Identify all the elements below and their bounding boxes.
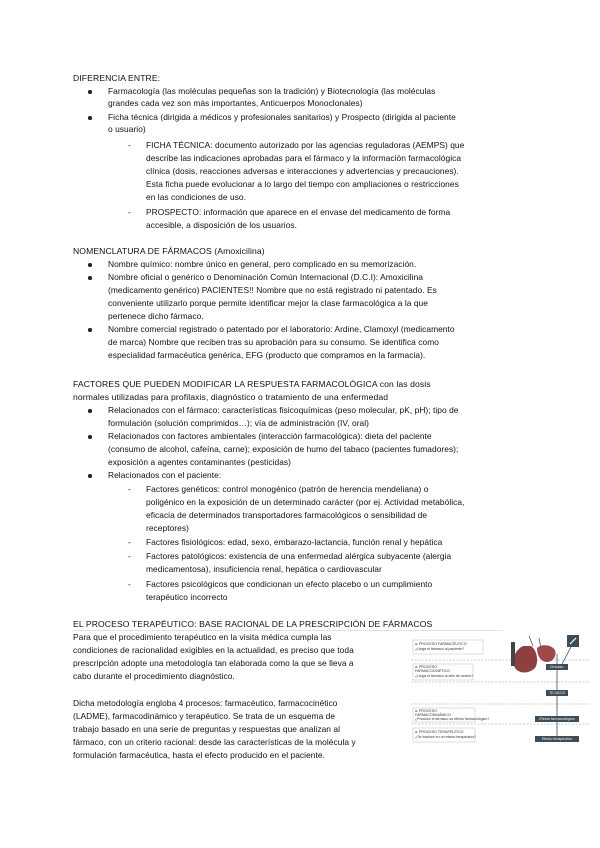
bullet [88, 90, 92, 94]
diagram-label: ¿Llega el fármaco al paciente? [415, 647, 465, 651]
heading-diferencia: DIFERENCIA ENTRE: [73, 73, 161, 83]
bullet-text: conveniente utilizarlo porque permite identificar mejor la clase farmacológica a la que [108, 298, 428, 308]
paragraph-text: condiciones de racionalidad exigibles en la actualidad, es preciso que toda [73, 645, 354, 655]
subitem-text: Factores genéticos: control monogénico (patrón de herencia mendeliana) o [146, 484, 429, 494]
bullet-text: Ficha técnica (dirigida a médicos y profesionales sanitarios) y Prospecto (dirigida al paciente [108, 112, 456, 122]
bullet-text: (consumo de alcohol, cafeína, carne); exposición de humo del tabaco (pacientes fumadores); [108, 444, 459, 454]
subitem-text: Factores patológicos: existencia de una enfermedad alérgica subyacente (alergia [146, 551, 452, 561]
subitem-text: receptores) [146, 523, 189, 533]
dash-marker: - [128, 551, 131, 561]
bullet-text: especialidad farmacéutica genérica, EFG (producto que compramos en la farmacia). [108, 350, 426, 360]
diagram-label: ¿Produce el fármaco su efecto farmacológico? [415, 717, 490, 721]
diagram-label: a. PROCESO FARMACÉUTICO [415, 642, 467, 646]
paragraph-text: Para que el procedimiento terapéutico en la visita médica cumpla las [73, 632, 332, 642]
bullet-text: formulación (solución comprimidos…); vía de administración (IV, oral) [108, 418, 369, 428]
tag-efecto-terapeutico: Efecto terapéutico [535, 736, 579, 742]
bullet-text: Nombre oficial o genérico o Denominación Común Internacional (D.C.I): Amoxicilina [108, 272, 423, 282]
bullet [88, 435, 92, 439]
diagram-label: ¿Llega el fármaco al sitio de acción? [415, 674, 474, 678]
bullet [88, 263, 92, 267]
tag-efecto-farmacologico: Efecto farmacológico [535, 716, 579, 722]
subitem-text: Factores psicológicos que condicionan un efecto placebo o un cumplimiento [146, 579, 433, 589]
bullet [88, 409, 92, 413]
diagram-label: FARMACOCINÉTICO [415, 669, 450, 673]
paragraph-text: fármaco, con un criterio racional: desde las características de la molécula y [73, 737, 356, 747]
subitem-text: Factores fisiológicos: edad, sexo, embarazo-lactancia, función renal y hepática [146, 537, 443, 547]
heading-factores-line2: normales utilizadas para profilaxis, diagnóstico o tratamiento de una enfermedad [73, 392, 389, 402]
tag-tejidos: TEJIDOS [546, 690, 568, 696]
bullet-text: Nombre químico: nombre único en general, pero complicado en su memorización. [108, 259, 417, 269]
bullet [88, 474, 92, 478]
bullet [88, 116, 92, 120]
paragraph-text: trabajo basado en una serie de preguntas y respuestas que analizan al [73, 724, 340, 734]
paragraph-text: Dicha metodología engloba 4 procesos: farmacéutico, farmacocinético [73, 698, 338, 708]
bullet-text: pertenece dicho fármaco. [108, 311, 204, 321]
subitem-text: clínica (dosis, reacciones adversas e interacciones y advertencias y precauciones). [146, 166, 459, 176]
bullet [88, 328, 92, 332]
paragraph-text: (LADME), farmacodinámico y terapéutico. Se trata de un esquema de [73, 711, 336, 721]
subitem-text: en las condiciones de uso. [146, 192, 247, 202]
tag-circulacion: Circulac. [546, 664, 568, 670]
dash-marker: - [128, 207, 131, 217]
dash-marker: - [128, 484, 131, 494]
bullet [88, 276, 92, 280]
dash-marker: - [128, 579, 131, 589]
bullet-text: de marca) Nombre que reciben tras su aprobación para su consumo. Se identifica como [108, 337, 439, 347]
bullet-text: Farmacología (las moléculas pequeñas son la tradición) y Biotecnología (las moléculas [108, 86, 436, 96]
bullet-text: Relacionados con factores ambientales (interacción farmacológica): dieta del paciente [108, 431, 432, 441]
bullet-text: Relacionados con el fármaco: características fisicoquímicas (peso molecular, pK, pH); tipo de [108, 405, 459, 415]
dash-marker: - [128, 537, 131, 547]
subitem-text: describe las indicaciones aprobadas para el fármaco y la información farmacológica [146, 153, 462, 163]
diagram-label: a. PROCESO TERAPÉUTICO [415, 730, 464, 734]
dash-marker: - [128, 140, 131, 150]
subitem-text: poligénico en la exposición de un determinado carácter (por ej. Actividad metabólica, [146, 497, 465, 507]
heading-proceso: EL PROCESO TERAPÉUTICO: BASE RACIONAL DE LA PRESCRIPCIÓN DE FÁRMACOS [73, 619, 433, 629]
bullet-text: Relacionados con el paciente: [108, 470, 222, 480]
bullet-text: grandes cada vez son más importantes, Anticuerpos Monoclonales) [108, 98, 363, 108]
subitem-text: terapéutico incorrecto [146, 592, 228, 602]
paragraph-text: cabo durante el procedimiento diagnóstico. [73, 671, 235, 681]
diagram-label: a. PROCESO [415, 709, 437, 713]
diagram-label: a. PROCESO [415, 665, 437, 669]
bullet-text: Nombre comercial registrado o patentado por el laboratorio: Ardine, Clamoxyl (medicamento [108, 324, 455, 334]
diagram-label: FARMACODINÁMICO [415, 713, 451, 717]
bullet-text: (medicamento genérico) PACIENTES!! Nombre que no está registrado ni patentado. Es [108, 285, 437, 295]
paragraph-text: prescripción adopte una metodología tan elaborada como la que se lleva a [73, 658, 354, 668]
bullet-text: o usuario) [108, 124, 146, 134]
subitem-text: medicamentosa), insuficiencia renal, hepática o cardiovascular [146, 564, 382, 574]
heading-nomenclatura: NOMENCLATURA DE FÁRMACOS (Amoxicilina) [73, 246, 265, 256]
subitem-text: Esta ficha puede evolucionar a lo largo del tiempo con ampliaciones o restricciones [146, 179, 459, 189]
heading-factores: FACTORES QUE PUEDEN MODIFICAR LA RESPUESTA FARMACOLÓGICA con las dosis [73, 379, 431, 389]
bullet-text: exposición a agentes contaminantes (pesticidas) [108, 457, 291, 467]
paragraph-text: formulación farmacéutica, hasta el efecto producido en el paciente. [73, 750, 325, 760]
diagram-label: ¿Se traduce en un efecto terapéutico? [415, 735, 477, 739]
subitem-text: accesible, a disposición de los usuarios. [146, 220, 298, 230]
therapeutic-process-diagram [411, 632, 590, 746]
subitem-text: PROSPECTO: información que aparece en el envase del medicamento de forma [146, 207, 451, 217]
subitem-text: eficacia de determinados transportadores farmacológicos o sensibilidad de [146, 510, 428, 520]
subitem-text: FICHA TÉCNICA: documento autorizado por las agencias reguladoras (AEMPS) que [146, 140, 465, 150]
